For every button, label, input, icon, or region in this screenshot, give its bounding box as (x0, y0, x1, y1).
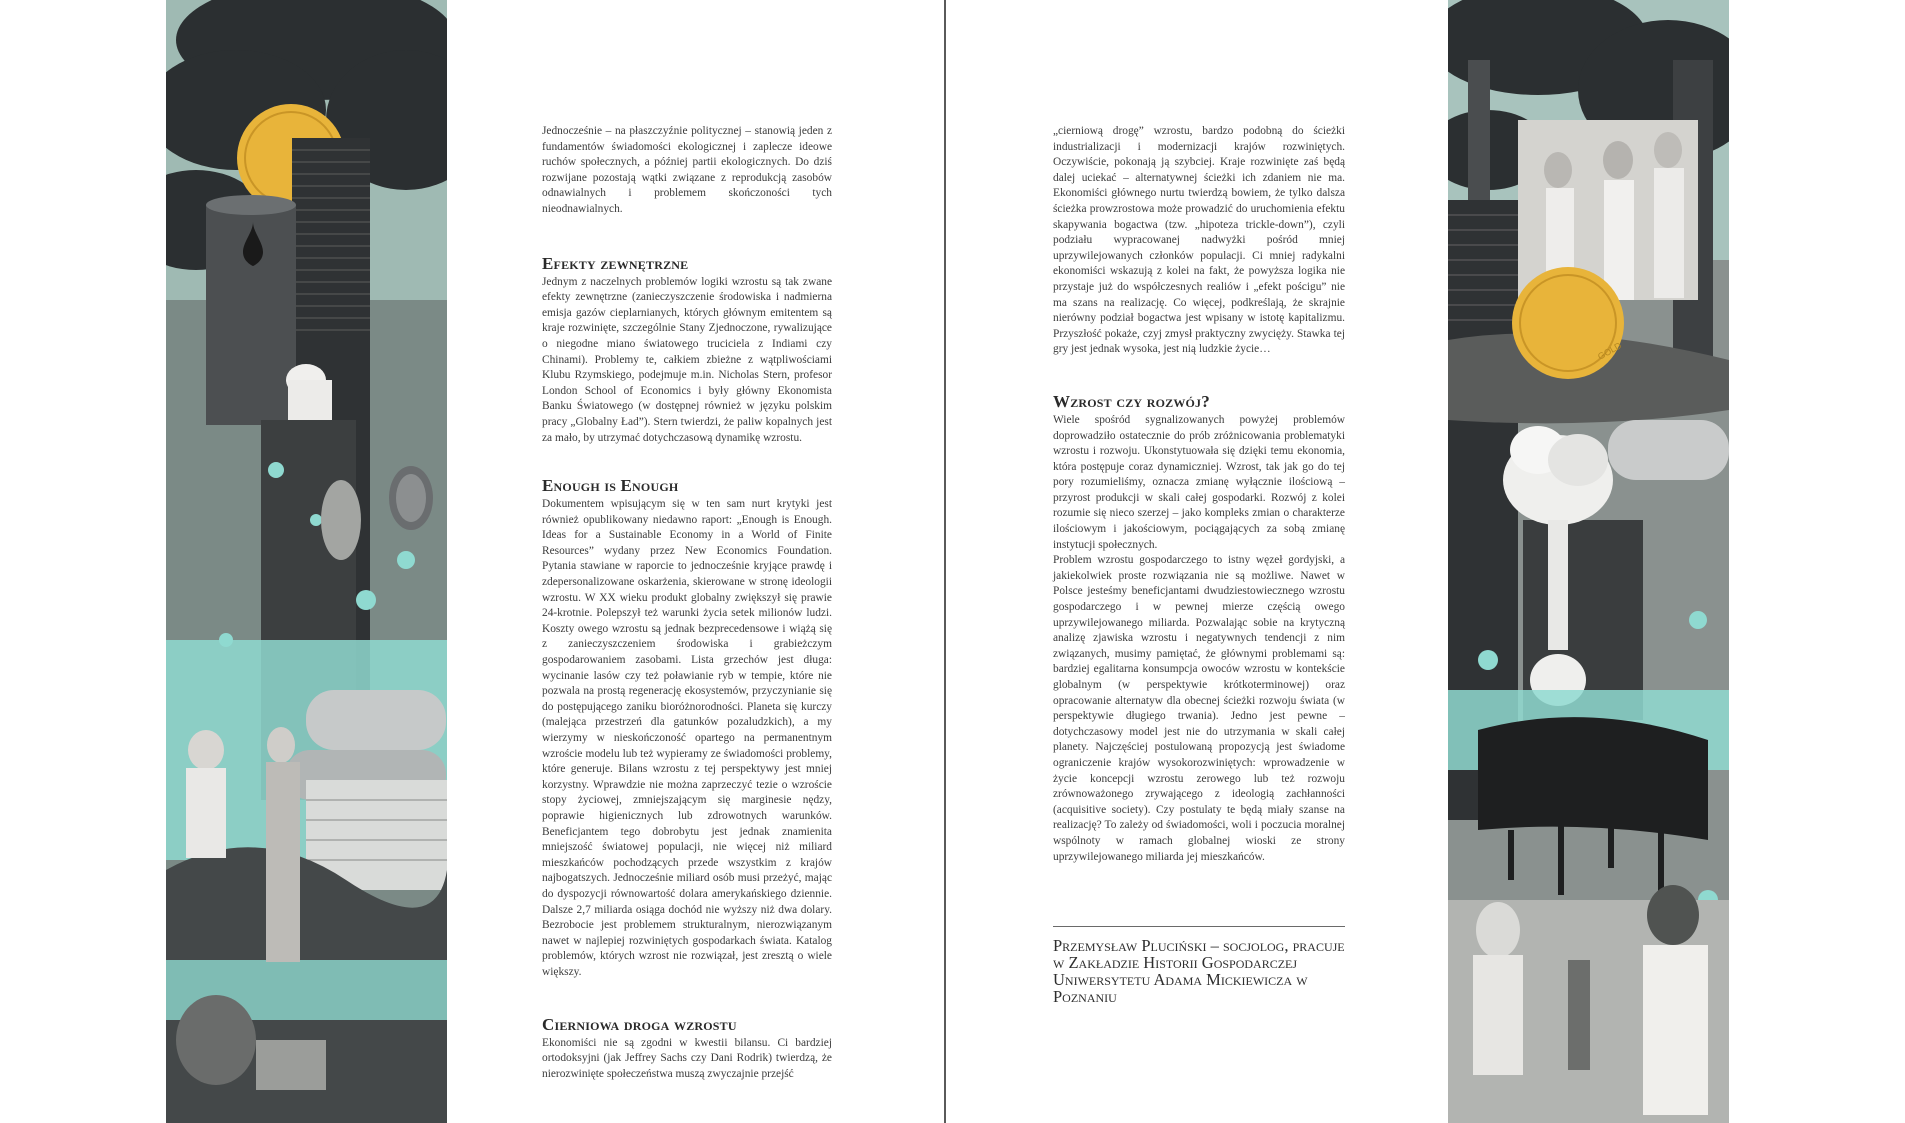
growth-or-development-paragraph-1: Wiele spośród sygnalizowanych powyżej problemów doprowadziło ostatecznie do prób zróżnicowania problematyki wzrostu i rozwoju. Ukonstytuowała się dzięki temu ekonomia, która postępuje coraz dynamiczniej. Wzrost, tak jak go do tej pory rozumieliśmy, oznacza zmianę wyłącznie ilościową – przyrost produkcji w skali całej gospodarki. Rozwój z kolei rozumie się nieco szerzej – jako kompleks zmian o charakterze ilościowym i jakościowym, pociągających za sobą zmianę instytucji społecznych. (1053, 413, 1345, 551)
coin-label: GOLD (1596, 340, 1624, 362)
intro-paragraph: Jednocześnie – na płaszczyźnie politycznej – stanowią jeden z fundamentów świadomości ekologicznej i zaplecze ideowe ruchów społecznych, a później partii ekologicznych. Do dziś rozwijane pozostają wątki związane z reprodukcją zasobów odnawialnych i problemem skończoności tych nieodnawialnych. (542, 125, 832, 215)
industrial-pipes (1608, 420, 1729, 480)
page-gutter-divider (944, 0, 946, 1123)
right-collage-art (1448, 0, 1729, 1123)
growth-or-development-paragraph-2: Problem wzrostu gospodarczego to istny węzeł gordyjski, a jakiekolwiek proste rozwiązania nie są możliwe. Nawet w Polsce jesteśmy beneficjantami dwudziestowiecznego wzrostu gospodarczego i w pewnej mierze częścią owego uprzywilejowanego miliarda. Pozwalając sobie na krytyczną analizę zjawiska wzrostu i negatywnych tendencji z nim związanych, musimy pamiętać, że głównymi problemami są: bardziej egalitarna konsumpcja owoców wzrostu w kontekście globalnym (w perspektywie krótkoterminowej) oraz opracowanie alternatyw dla obecnej ścieżki rozwoju świata (w perspektywie długiego trwania). Jedno jest pewne – dotychczasowy model jest nie do utrzymania w skali całej planety. Najczęściej postulowaną propozycją jest świadome ograniczenie krajów wysokorozwiniętych: wprowadzenie w życie koncepcji wzrostu zerowego lub też rozwoju zrównoważonego zrywającego z ideologią zachłanności (acquisitive society). Czy postulaty te będą miały szanse na realizację? To zależy od świadomości, woli i poczucia moralnej wspólnoty w ramach globalnej wioski ze strony uprzywilejowanego miliarda jej mieszkańców. (1053, 554, 1345, 863)
right-collage-illustration (1448, 0, 1729, 1123)
external-effects-paragraph: Jednym z naczelnych problemów logiki wzrostu są tak zwane efekty zewnętrzne (zanieczyszczenie środowiska i nadmierna emisja gazów cieplarnianych, których głównym emitentem są kraje rozwinięte, szczególnie Stany Zjednoczone, rywalizujące o niegodne miano światowego truciciela z Indiami czy Chinami). Problemy te, całkiem zbieżne z wątpliwościami Klubu Rzymskiego, podejmuje m.in. Nicholas Stern, profesor London School of Economics i były główny Ekonomista Banku Światowego (w dostępnej również w języku polskim pracy „Globalny Ład”). Stern twierdzi, że paliw kopalnych jest za mało, by utrzymać dotychczasową dynamikę wzrostu. (542, 275, 832, 444)
section-heading-growth-or-development: Wzrost czy rozwój? (1053, 391, 1210, 411)
section-heading-external-effects: Efekty zewnętrzne (542, 253, 689, 273)
continuation-paragraph: „cierniową drogę” wzrostu, bardzo podobną do ścieżki industrializacji i modernizacji krajów rozwiniętych. Oczywiście, pokonają ją szybciej. Kraje rozwinięte zaś będą dalej uciekać – alternatywnej ścieżki ich zdaniem nie ma. Ekonomiści głównego nurtu twierdzą bowiem, że tylko dalsza ścieżka prowzrostowa może prowadzić do uruchomienia efektu skapywania bogactwa (tzw. „hipoteza trickle-down”), czyli podziału wypracowanej nadwyżki pośród mniej uprzywilejowanych członków populacji. Ci mniej radykalni ekonomiści wskazują z kolei na fakt, że powyższa logika nie przystaje już do współczesnych realiów i „efekt pościgu” nie ma szans na realizację. Co więcej, podkreślają, że skrajnie nierówny podział bogactwa jest wpisany w istotę kapitalizmu. Przyszłość pokaże, czyj zmysł praktyczny zwycięży. Stawka tej gry jest jednak wysoka, jest nią ludzkie życie… (1053, 125, 1345, 356)
thorny-road-paragraph: Ekonomiści nie są zgodni w kwestii bilansu. Ci bardziej ortodoksyjni (jak Jeffrey Sachs czy Dani Rodrik) twierdzą, że nierozwinięte społeczeństwa muszą zwyczajnie przejść (542, 1036, 832, 1080)
section-heading-enough-is-enough: Enough is Enough (542, 476, 679, 496)
enough-is-enough-paragraph: Dokumentem wpisującym się w ten sam nurt krytyki jest również opublikowany niedawno raport: „Enough is Enough. Ideas for a Sustainable Economy in a World of Finite Resources” wydany przez New Economics Foundation. Pytania stawiane w raporcie to jednocześnie kryjące prawdę i zdepersonalizowane oskarżenia, skierowane w stronę ideologii wzrostu. W XX wieku produkt globalny zwiększył się prawie 24-krotnie. Polepszył też warunki życia setek milionów ludzi. Koszty owego wzrostu są jednak bezprecedensowe i wiążą się z zanieczyszczeniem środowiska i grabieżczym gospodarowaniem zasobami. Lista grzechów jest długa: wycinanie lasów czy też poławianie ryb w tempie, które nie pozwala na prostą regenerację ekosystemów, przyczynianie się do postępującego zaniku bioróżnorodności. Planeta się kurczy (malejąca przestrzeń dla gatunków pozaludzkich), a my wierzymy w nieskończoność opartego na permanentnym wzroście modelu lub też wypieramy ze świadomości problemy, które generuje. Bilans wzrostu z tej perspektywy jest mniej korzystny. Wprawdzie nie można zaprzeczyć tezie o wzroście stopy życiowej, zmniejszającym się marginesie nędzy, poprawie higienicznych lub zdrowotnych warunków. Beneficjantem tego dobrobytu jest jednak znamienita mniejszość światowej populacji, nie więcej niż miliard mieszkańców pochodzących przede wszystkim z krajów najbogatszych. Jednocześnie miliard osób musi przeżyć, mając do dyspozycji równowartość dolara amerykańskiego dziennie. Dalsze 2,7 miliarda osiąga dochód nie wyższy niż dwa dolary. Bezrobocie jest problemem strukturalnym, nierozwiązanym nawet w najlepiej rozwiniętych gospodarkach świata. Katalog problemów, których wzrost nie rozwiązał, jest zresztą o wiele większy. (542, 498, 832, 978)
right-text-column (1053, 124, 1345, 865)
section-heading-thorny-road: Cierniowa droga wzrostu (542, 1014, 737, 1034)
author-note: Przemysław Pluciński – socjolog, pracuje w Zakładzie Historii Gospodarczej Uniwersytetu Adama Mickiewicza w Poznaniu (1053, 936, 1345, 1006)
left-collage-art (166, 0, 447, 1123)
left-text-column (542, 124, 832, 1082)
oil-blob (1478, 717, 1708, 840)
author-note-box (1053, 926, 1345, 1005)
gold-coin (1512, 267, 1624, 379)
left-collage-illustration (166, 0, 447, 1123)
